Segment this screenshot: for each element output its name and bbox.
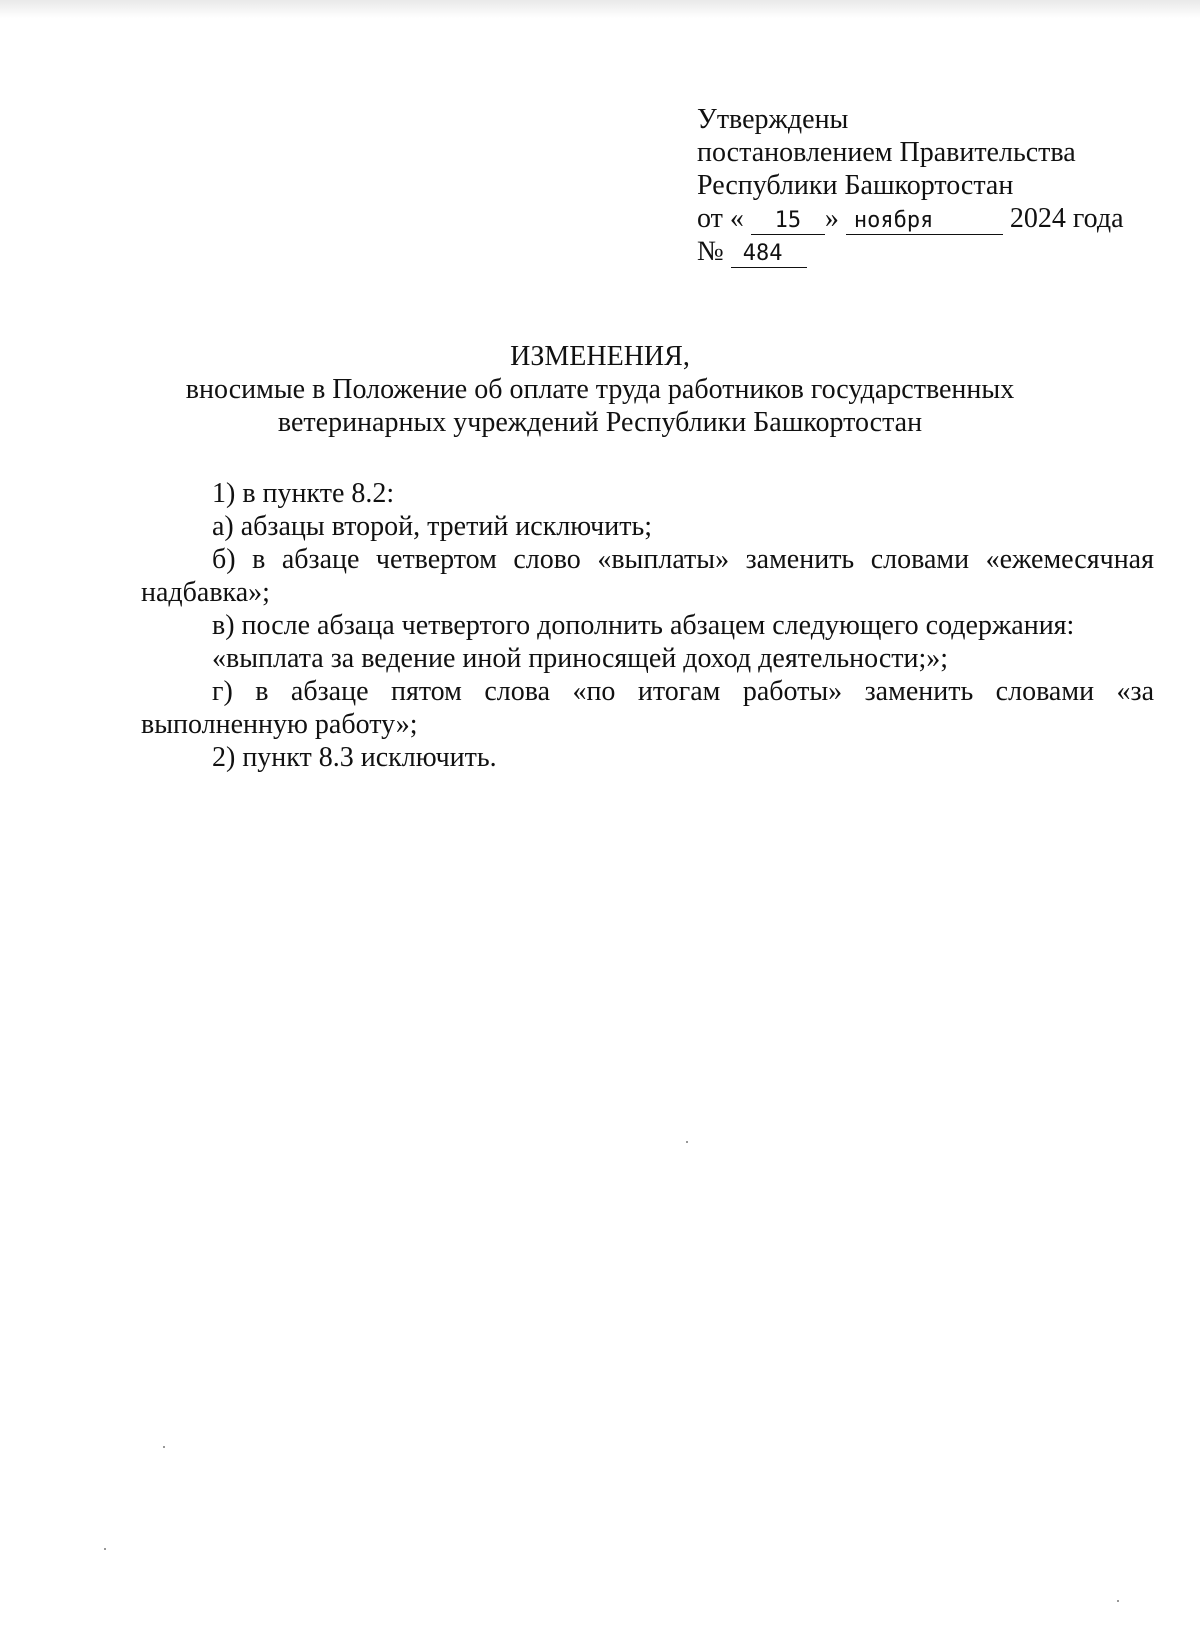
approval-number-line <box>697 235 1177 268</box>
paragraph-inserted-text: «выплата за ведение иной приносящей доход деятельности;»; <box>212 643 949 674</box>
document-body <box>141 477 1154 774</box>
date-prefix: от « <box>697 203 744 234</box>
date-year: 2024 года <box>1009 203 1124 234</box>
scan-speck <box>163 1446 165 1448</box>
paragraph-item-1v: в) после абзаца четвертого дополнить абзацем следующего содержания: <box>212 610 1075 641</box>
scan-edge-shadow <box>0 0 1200 18</box>
approval-line-1: Утверждены <box>697 104 849 135</box>
number-field: 484 <box>731 241 807 268</box>
number-prefix: № <box>697 236 724 267</box>
paragraph-item-1: 1) в пункте 8.2: <box>212 478 395 509</box>
paragraph-item-1b: б) в абзаце четвертом слово «выплаты» заменить словами «ежемесячная надбавка»; <box>141 544 1154 608</box>
paragraph-item-1a: а) абзацы второй, третий исключить; <box>212 511 652 542</box>
heading-title: ИЗМЕНЕНИЯ, <box>510 341 690 372</box>
scan-speck <box>1117 1600 1119 1602</box>
date-day-field: 15 <box>751 208 825 235</box>
document-heading <box>0 340 1200 439</box>
approval-stamp <box>697 103 1177 268</box>
approval-date-line <box>697 202 1177 235</box>
approval-line-3: Республики Башкортостан <box>697 170 1014 201</box>
paragraph-item-1g: г) в абзаце пятом слова «по итогам работы» заменить словами «за выполненную работу»; <box>141 676 1154 740</box>
scan-speck <box>686 1141 688 1143</box>
approval-line-2: постановлением Правительства <box>697 137 1076 168</box>
date-mid: » <box>824 203 839 234</box>
heading-subtitle-line-1: вносимые в Положение об оплате труда работников государственных <box>185 374 1015 405</box>
date-month-field: ноября <box>846 208 1003 235</box>
heading-subtitle-line-2: ветеринарных учреждений Республики Башкортостан <box>277 407 923 438</box>
scan-speck <box>104 1548 106 1550</box>
paragraph-item-2: 2) пункт 8.3 исключить. <box>212 742 497 773</box>
